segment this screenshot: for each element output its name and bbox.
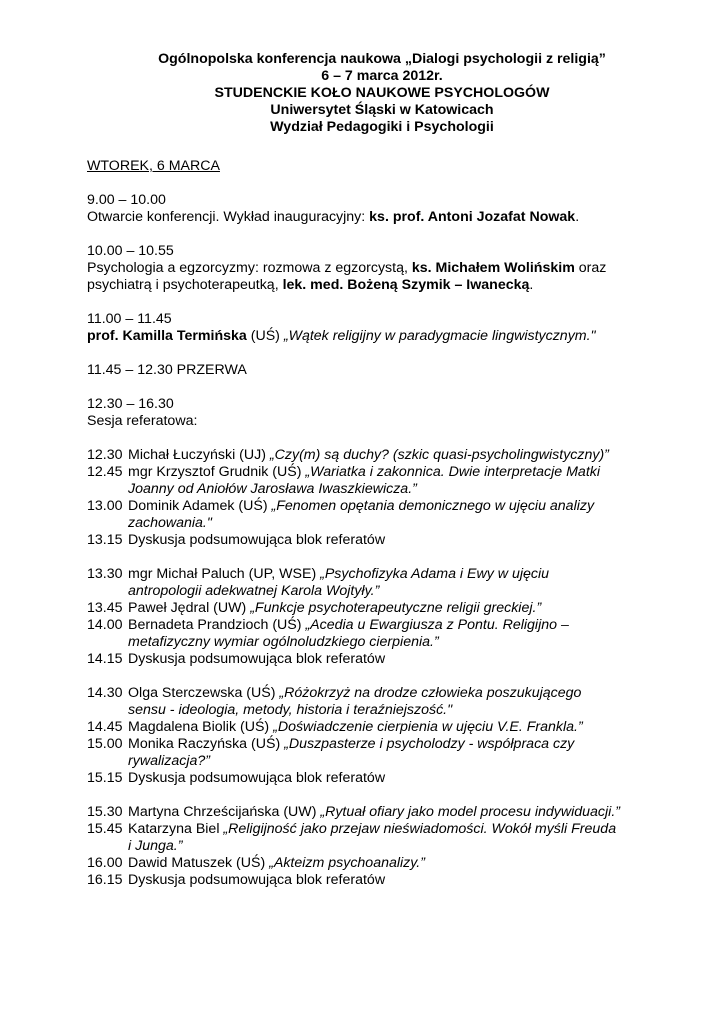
schedule-group bbox=[87, 685, 687, 787]
item-title: „Różokrzyż na drodze człowieka poszukującego bbox=[279, 685, 582, 701]
item-time: 14.30 bbox=[87, 685, 123, 701]
item-discussion: Dyskusja podsumowująca blok referatów bbox=[128, 651, 386, 667]
item-title: „Akteizm psychoanalizy.” bbox=[269, 855, 425, 871]
schedule-item-continuation bbox=[87, 634, 687, 651]
schedule-item bbox=[87, 855, 687, 872]
item-time: 15.00 bbox=[87, 736, 123, 752]
item-time: 14.00 bbox=[87, 617, 123, 633]
interview-block bbox=[87, 243, 687, 294]
document-page bbox=[87, 51, 687, 889]
item-time bbox=[87, 838, 128, 855]
item-time: 13.00 bbox=[87, 498, 123, 514]
schedule-item bbox=[87, 498, 687, 515]
item-author: Bernadeta Prandzioch (UŚ) bbox=[128, 617, 306, 633]
schedule-item bbox=[87, 804, 687, 821]
item-time bbox=[87, 515, 128, 532]
item-time: 13.30 bbox=[87, 566, 123, 582]
schedule-item bbox=[87, 685, 687, 702]
item-author: Katarzyna Biel bbox=[128, 821, 224, 837]
item-title: „Wariatka i zakonnica. Dwie interpretacje Matki bbox=[305, 464, 601, 480]
schedule-group bbox=[87, 447, 687, 549]
schedule-item-continuation bbox=[87, 515, 687, 532]
session-block bbox=[87, 396, 687, 430]
schedule-item bbox=[87, 719, 687, 736]
document-header bbox=[77, 51, 687, 136]
opening-text: Otwarcie konferencji. Wykład inauguracyjny: ks. prof. Antoni Jozafat Nowak. bbox=[87, 209, 580, 225]
schedule-item bbox=[87, 600, 687, 617]
schedule-item-continuation bbox=[87, 481, 687, 498]
faculty: Wydział Pedagogiki i Psychologii bbox=[270, 119, 494, 135]
interview-text-line1: Psychologia a egzorcyzmy: rozmowa z egzorcystą, ks. Michałem Wolińskim oraz bbox=[87, 260, 607, 276]
schedule-item bbox=[87, 651, 687, 668]
lecture-speaker: prof. Kamilla Termińska bbox=[87, 328, 247, 344]
item-time: 13.45 bbox=[87, 600, 123, 616]
item-author: Paweł Jędral (UW) bbox=[128, 600, 251, 616]
item-author: mgr Michał Paluch (UP, WSE) bbox=[128, 566, 321, 582]
item-author: Martyna Chrześcijańska (UW) bbox=[128, 804, 321, 820]
interview-speaker-1: ks. Michałem Wolińskim bbox=[411, 260, 575, 276]
schedule-item-continuation bbox=[87, 583, 687, 600]
schedule-item bbox=[87, 872, 687, 889]
item-title: metafizyczny wymiar ogólnoludzkiego cierpienia.” bbox=[128, 634, 439, 650]
item-time bbox=[87, 702, 128, 719]
lecture-text: prof. Kamilla Termińska (UŚ) „Wątek religijny w paradygmacie lingwistycznym." bbox=[87, 328, 596, 344]
item-title: zachowania." bbox=[128, 515, 212, 531]
schedule-item-continuation bbox=[87, 838, 687, 855]
session-time: 12.30 – 16.30 bbox=[87, 396, 174, 412]
opening-time: 9.00 – 10.00 bbox=[87, 192, 166, 208]
item-title: „Duszpasterze i psycholodzy - współpraca czy bbox=[284, 736, 575, 752]
schedule-group bbox=[87, 566, 687, 668]
item-time: 15.15 bbox=[87, 770, 123, 786]
item-title: „Religijność jako przejaw nieświadomości. Wokół myśli Freuda bbox=[223, 821, 617, 837]
university: Uniwersytet Śląski w Katowicach bbox=[270, 102, 494, 118]
opening-block bbox=[87, 192, 687, 226]
item-time bbox=[87, 634, 128, 651]
item-time bbox=[87, 753, 128, 770]
schedule-item bbox=[87, 736, 687, 753]
lecture-block bbox=[87, 311, 687, 345]
item-time: 12.30 bbox=[87, 447, 123, 463]
schedule-item bbox=[87, 532, 687, 549]
item-title: i Junga.” bbox=[128, 838, 183, 854]
schedule-item-continuation bbox=[87, 753, 687, 770]
item-title: „Psychofizyka Adama i Ewy w ujęciu bbox=[320, 566, 550, 582]
item-title: antropologii adekwatnej Karola Wojtyły.” bbox=[128, 583, 380, 599]
item-title: „Acedia u Ewargiusza z Pontu. Religijno – bbox=[305, 617, 569, 633]
item-title: „Czy(m) są duchy? (szkic quasi-psycholingwistyczny)” bbox=[269, 447, 609, 463]
schedule-item bbox=[87, 566, 687, 583]
conference-title: Ogólnopolska konferencja naukowa „Dialogi psychologii z religią” bbox=[158, 51, 606, 67]
item-discussion: Dyskusja podsumowująca blok referatów bbox=[128, 770, 386, 786]
item-time: 16.15 bbox=[87, 872, 123, 888]
lecture-title: „Wątek religijny w paradygmacie lingwistycznym." bbox=[283, 328, 596, 344]
interview-text-line2: psychiatrą i psychoterapeutką, lek. med. Bożeną Szymik – Iwanecką. bbox=[87, 277, 534, 293]
schedule-item bbox=[87, 617, 687, 634]
organizer: STUDENCKIE KOŁO NAUKOWE PSYCHOLOGÓW bbox=[214, 85, 550, 101]
item-time: 14.45 bbox=[87, 719, 123, 735]
item-discussion: Dyskusja podsumowująca blok referatów bbox=[128, 532, 386, 548]
item-time: 12.45 bbox=[87, 464, 123, 480]
item-time: 15.45 bbox=[87, 821, 123, 837]
item-time: 13.15 bbox=[87, 532, 123, 548]
break-line: 11.45 – 12.30 PRZERWA bbox=[87, 362, 247, 378]
schedule-group bbox=[87, 804, 687, 889]
item-author: Olga Sterczewska (UŚ) bbox=[128, 685, 280, 701]
conference-dates: 6 – 7 marca 2012r. bbox=[321, 68, 443, 84]
opening-speaker: ks. prof. Antoni Jozafat Nowak bbox=[369, 209, 576, 225]
item-author: Monika Raczyńska (UŚ) bbox=[128, 736, 285, 752]
schedule-item bbox=[87, 464, 687, 481]
item-title: rywalizacja?” bbox=[128, 753, 210, 769]
item-time: 15.30 bbox=[87, 804, 123, 820]
schedule-item-continuation bbox=[87, 702, 687, 719]
interview-speaker-2: lek. med. Bożeną Szymik – Iwanecką bbox=[282, 277, 530, 293]
session-schedule bbox=[87, 447, 687, 889]
item-discussion: Dyskusja podsumowująca blok referatów bbox=[128, 872, 386, 888]
item-author: Magdalena Biolik (UŚ) bbox=[128, 719, 274, 735]
schedule-item bbox=[87, 821, 687, 838]
day-heading: WTOREK, 6 MARCA bbox=[87, 158, 220, 174]
item-author: Michał Łuczyński (UJ) bbox=[128, 447, 270, 463]
schedule-item bbox=[87, 447, 687, 464]
interview-time: 10.00 – 10.55 bbox=[87, 243, 174, 259]
session-label: Sesja referatowa: bbox=[87, 413, 198, 429]
item-title: „Rytuał ofiary jako model procesu indywiduacji.” bbox=[320, 804, 621, 820]
item-author: Dawid Matuszek (UŚ) bbox=[128, 855, 270, 871]
item-author: Dominik Adamek (UŚ) bbox=[128, 498, 272, 514]
item-title: „Doświadczenie cierpienia w ujęciu V.E. Frankla.” bbox=[273, 719, 583, 735]
schedule-item bbox=[87, 770, 687, 787]
item-title: Joanny od Aniołów Jarosława Iwaszkiewicza.” bbox=[128, 481, 417, 497]
item-title: „Funkcje psychoterapeutyczne religii greckiej.” bbox=[250, 600, 542, 616]
item-time bbox=[87, 481, 128, 498]
lecture-time: 11.00 – 11.45 bbox=[87, 311, 172, 327]
item-title: „Fenomen opętania demonicznego w ujęciu analizy bbox=[271, 498, 595, 514]
item-time: 16.00 bbox=[87, 855, 123, 871]
item-title: sensu - ideologia, metody, historia i teraźniejszość." bbox=[128, 702, 453, 718]
item-author: mgr Krzysztof Grudnik (UŚ) bbox=[128, 464, 306, 480]
item-time bbox=[87, 583, 128, 600]
item-time: 14.15 bbox=[87, 651, 123, 667]
